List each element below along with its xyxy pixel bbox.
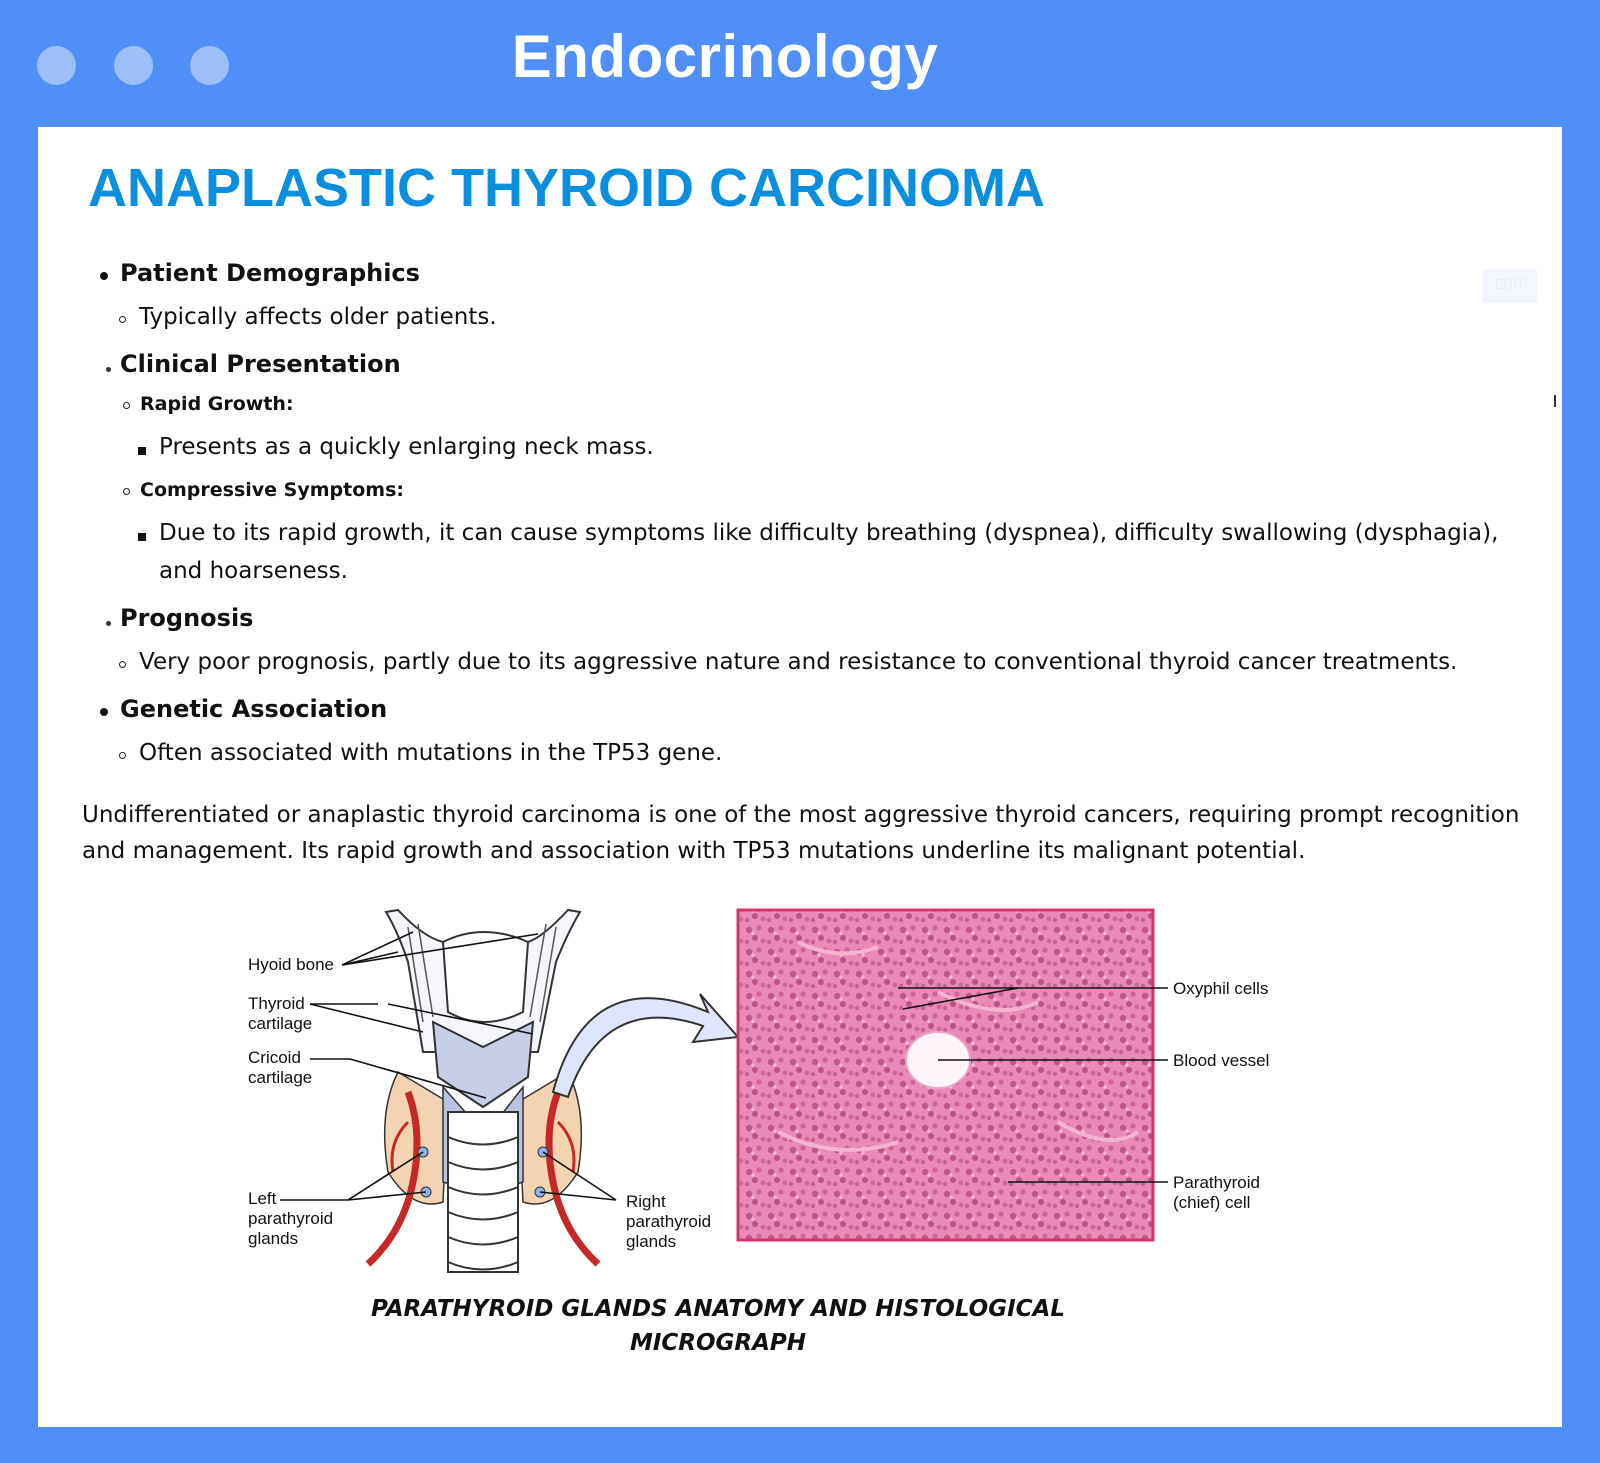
list-item: Typically affects older patients. [139,304,497,330]
label-right-parathyroid-3: glands [626,1232,677,1251]
document-title: ANAPLASTIC THYROID CARCINOMA [88,158,1045,218]
bullet-circle-icon [119,661,126,668]
bullet-circle-icon [123,402,130,409]
section-heading-demographics: Patient Demographics [120,259,420,287]
subsection-label-rapid-growth: Rapid Growth: [140,393,294,415]
label-parathyroid-cell-2: (chief) cell [1173,1193,1251,1212]
list-item: Very poor prognosis, partly due to its aggressive nature and resistance to conventional thyroid cancer treatments. [139,649,1458,675]
label-left-parathyroid-3: glands [248,1229,299,1248]
bullet-disc-icon [106,621,111,626]
label-cricoid-cartilage-2: cartilage [248,1068,313,1087]
list-item: Often associated with mutations in the TP53 gene. [139,740,723,766]
bullet-square-icon [138,533,146,541]
figure-caption-line: PARATHYROID GLANDS ANATOMY AND HISTOLOGICAL [371,1296,1065,1322]
list-item-continued: and hoarseness. [159,558,348,584]
parathyroid-figure [238,902,1338,1282]
list-item: Due to its rapid growth, it can cause symptoms like difficulty breathing (dyspnea), difficulty swallowing (dysphagia), [159,520,1499,546]
edit-button[interactable]: EDIT [1482,269,1537,303]
section-heading-clinical: Clinical Presentation [120,350,401,378]
label-thyroid-cartilage-2: cartilage [248,1014,313,1033]
subsection-label-compressive: Compressive Symptoms: [140,479,404,501]
label-blood-vessel: Blood vessel [1173,1051,1270,1070]
bullet-disc-icon [100,272,108,280]
list-item: Presents as a quickly enlarging neck mass. [159,434,654,460]
label-left-parathyroid-2: parathyroid [248,1209,334,1228]
label-parathyroid-cell-1: Parathyroid [1173,1173,1260,1192]
bullet-circle-icon [119,316,126,323]
figure-caption [338,1292,1098,1360]
section-heading-genetic: Genetic Association [120,695,388,723]
window-titlebar [0,0,1600,127]
histology-micrograph [738,910,1168,1240]
label-thyroid-cartilage-1: Thyroid [248,994,305,1013]
bullet-square-icon [138,447,146,455]
arrow-icon [553,994,738,1097]
scroll-marker [1554,395,1556,407]
window-title: Endocrinology [511,23,939,90]
bullet-disc-icon [100,708,108,716]
bullet-disc-icon [106,367,111,372]
label-left-parathyroid-1: Left [248,1189,277,1208]
label-cricoid-cartilage-1: Cricoid [248,1048,301,1067]
label-oxyphil-cells: Oxyphil cells [1173,979,1269,998]
document-page [38,127,1562,1427]
summary-paragraph: Undifferentiated or anaplastic thyroid carcinoma is one of the most aggressive thyroid cancers, requiring prompt recognition and management. Its rapid growth and association with TP53 mutations underline its malignant potential. [82,802,1520,864]
bullet-circle-icon [123,488,130,495]
label-right-parathyroid-1: Right [626,1192,666,1211]
figure-caption-line: MICROGRAPH [629,1330,807,1356]
section-heading-prognosis: Prognosis [120,604,254,632]
label-right-parathyroid-2: parathyroid [626,1212,712,1231]
bullet-circle-icon [119,752,126,759]
label-hyoid-bone: Hyoid bone [248,955,335,974]
